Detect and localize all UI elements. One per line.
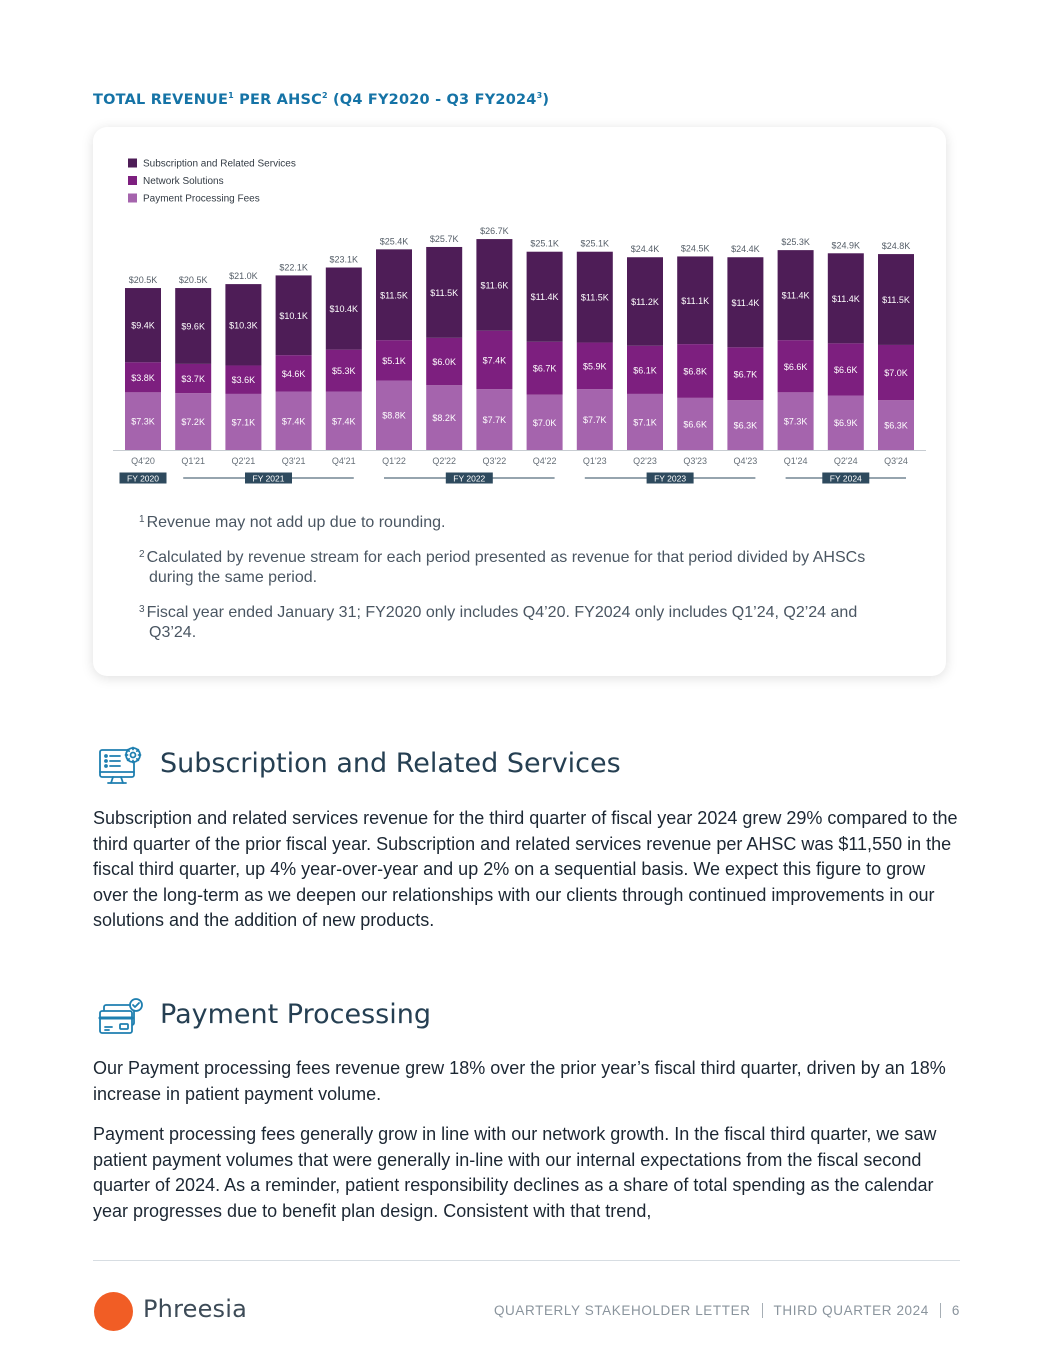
bar-label-payment-processing-fees-q3-21: $7.4K (281, 416, 306, 427)
total-label-q4-20: $20.5K (128, 275, 158, 286)
bar-label-subscription-and-related-services-q3-24: $11.5K (882, 295, 910, 306)
bar-label-payment-processing-fees-q1-21: $7.2K (181, 417, 205, 428)
fy-label-fy-2022: FY 2022 (453, 473, 486, 484)
chart-title: TOTAL REVENUE$^1$ PER AHSC$^2$ (Q4 FY2020 - Q3 FY2024$^3$) (93, 91, 550, 108)
subscription-body (93, 806, 963, 949)
total-label-q1-21: $20.5K (178, 275, 208, 286)
bar-label-network-solutions-q3-22: $7.4K (482, 355, 507, 366)
x-tick-label-q1-22: Q1'22 (382, 456, 406, 466)
x-tick-label-q1-21: Q1'21 (181, 456, 206, 466)
bar-label-payment-processing-fees-q2-21: $7.1K (231, 417, 256, 428)
bar-label-payment-processing-fees-q4-20: $7.3K (131, 416, 155, 427)
document-name: QUARTERLY STAKEHOLDER LETTER (493, 1303, 751, 1318)
x-tick-label-q4-20: Q4'20 (131, 456, 155, 466)
phreesia-logo-icon (94, 1292, 133, 1331)
bar-label-subscription-and-related-services-q4-23: $11.4K (731, 297, 760, 308)
total-label-q4-22: $25.1K (530, 238, 559, 249)
bar-label-payment-processing-fees-q3-22: $7.7K (482, 415, 507, 426)
x-tick-label-q2-22: Q2'22 (432, 456, 457, 466)
monitor-settings-icon (98, 745, 144, 789)
footnotes (139, 513, 899, 658)
bar-label-payment-processing-fees-q2-24: $6.9K (834, 418, 858, 429)
fy-label-fy-2021: FY 2021 (252, 473, 285, 484)
bar-label-network-solutions-q2-22: $6.0K (432, 357, 456, 368)
total-label-q2-21: $21.0K (229, 271, 258, 282)
x-tick-label-q3-23: Q3'23 (683, 456, 708, 466)
x-tick-label-q3-21: Q3'21 (281, 456, 306, 466)
total-label-q3-21: $22.1K (279, 262, 308, 273)
legend-label-payment-processing-fees: Payment Processing Fees (143, 193, 260, 205)
total-label-q3-24: $24.8K (881, 241, 911, 252)
payment-section-title: Payment Processing (160, 999, 431, 1030)
footer-separator (762, 1303, 763, 1318)
chart-card (93, 127, 946, 676)
bar-label-network-solutions-q2-21: $3.6K (231, 375, 256, 386)
total-label-q4-23: $24.4K (731, 244, 760, 255)
bar-label-payment-processing-fees-q3-24: $6.3K (884, 420, 908, 431)
document-period: THIRD QUARTER 2024 (773, 1303, 929, 1318)
bar-label-subscription-and-related-services-q2-22: $11.5K (430, 287, 459, 298)
bar-label-subscription-and-related-services-q2-24: $11.4K (831, 293, 860, 304)
bar-label-payment-processing-fees-q2-22: $8.2K (432, 413, 456, 424)
footnote-2: $^2$ Calculated by revenue stream for each period presented as revenue for that period divided by AHSCs during the same period. (139, 549, 866, 586)
bar-label-subscription-and-related-services-q1-23: $11.5K (580, 292, 609, 303)
bar-label-subscription-and-related-services-q1-24: $11.4K (781, 290, 810, 301)
legend-label-subscription-and-related-services: Subscription and Related Services (143, 158, 296, 170)
logo-text: Phreesia (143, 1295, 248, 1323)
payment-paragraph: Our Payment processing fees revenue grew 18% over the prior year’s fiscal third quarter, driven by an 18% increase in patient payment volume. (93, 1058, 946, 1104)
page-number: 6 (951, 1303, 960, 1318)
x-tick-label-q3-24: Q3'24 (884, 456, 908, 466)
footer-divider (93, 1260, 960, 1261)
x-tick-label-q4-21: Q4'21 (331, 456, 356, 466)
footer-info (494, 1303, 960, 1318)
legend-swatch-payment-processing-fees (128, 194, 137, 203)
bar-label-subscription-and-related-services-q2-23: $11.2K (631, 296, 659, 307)
total-label-q1-22: $25.4K (379, 236, 409, 247)
x-tick-label-q2-21: Q2'21 (231, 456, 256, 466)
bar-label-subscription-and-related-services-q2-21: $10.3K (229, 320, 258, 331)
revenue-chart (93, 127, 946, 507)
fy-label-fy-2024: FY 2024 (829, 473, 862, 484)
bar-label-network-solutions-q1-24: $6.6K (783, 361, 808, 372)
bar-label-network-solutions-q3-21: $4.6K (281, 368, 306, 379)
bar-label-network-solutions-q3-24: $7.0K (884, 368, 908, 379)
legend-swatch-network-solutions (128, 176, 137, 185)
bar-label-payment-processing-fees-q1-22: $8.8K (382, 410, 406, 421)
bar-label-payment-processing-fees-q3-23: $6.6K (683, 419, 707, 430)
bar-label-network-solutions-q2-24: $6.6K (834, 364, 858, 375)
bar-label-subscription-and-related-services-q3-23: $11.1K (681, 295, 710, 306)
x-tick-label-q1-24: Q1'24 (783, 456, 808, 466)
total-label-q2-23: $24.4K (630, 244, 660, 255)
x-tick-label-q4-22: Q4'22 (532, 456, 557, 466)
legend-label-network-solutions: Network Solutions (143, 176, 224, 187)
bar-label-network-solutions-q4-23: $6.7K (733, 369, 758, 380)
bar-label-network-solutions-q1-22: $5.1K (382, 355, 406, 366)
total-label-q1-24: $25.3K (781, 237, 810, 248)
x-tick-label-q1-23: Q1'23 (582, 456, 607, 466)
legend-swatch-subscription-and-related-services (128, 159, 137, 168)
subscription-section-title: Subscription and Related Services (160, 748, 621, 779)
total-label-q2-22: $25.7K (429, 233, 459, 244)
footnote-3: $^3$ Fiscal year ended January 31; FY2020 only includes Q4’20. FY2024 only includes Q1’24, Q2’24 and Q3’24. (139, 604, 858, 641)
bar-label-subscription-and-related-services-q3-22: $11.6K (480, 280, 509, 291)
footnote-1: $^1$ Revenue may not add up due to rounding. (139, 514, 446, 531)
bar-label-network-solutions-q2-23: $6.1K (633, 365, 657, 376)
total-label-q3-23: $24.5K (680, 243, 710, 254)
x-tick-label-q2-24: Q2'24 (833, 456, 858, 466)
x-tick-label-q3-22: Q3'22 (482, 456, 507, 466)
bar-label-subscription-and-related-services-q4-22: $11.4K (530, 292, 559, 303)
bar-label-payment-processing-fees-q1-24: $7.3K (783, 416, 808, 427)
bar-label-payment-processing-fees-q2-23: $7.1K (633, 417, 657, 428)
total-label-q1-23: $25.1K (580, 238, 610, 249)
bar-label-network-solutions-q1-23: $5.9K (583, 361, 607, 372)
total-label-q4-21: $23.1K (329, 254, 359, 265)
total-label-q3-22: $26.7K (480, 226, 509, 237)
bar-label-subscription-and-related-services-q1-22: $11.5K (380, 290, 408, 301)
x-tick-label-q4-23: Q4'23 (733, 456, 758, 466)
x-tick-label-q2-23: Q2'23 (633, 456, 657, 466)
bar-label-payment-processing-fees-q1-23: $7.7K (583, 415, 607, 426)
subscription-paragraph: Subscription and related services revenue for the third quarter of fiscal year 2024 grew 29% compared to the third quarter of the prior fiscal year. Subscription and related services revenue per AHSC was $11,550 in the fiscal third quarter, up 4% year-over-year and up 2% on a sequential basis. We expect this figure to grow over the long-term as we deepen our relationships with our clients through continued improvements in our solutions and the addition of new products. (93, 808, 958, 930)
bar-label-payment-processing-fees-q4-22: $7.0K (532, 417, 557, 428)
footer-separator (940, 1303, 941, 1318)
bar-label-network-solutions-q1-21: $3.7K (181, 374, 205, 385)
bar-label-subscription-and-related-services-q3-21: $10.1K (279, 310, 308, 321)
total-label-q2-24: $24.9K (831, 240, 861, 251)
payment-paragraph: Payment processing fees generally grow in line with our network growth. In the fiscal third quarter, we saw patient payment volumes that were generally in-line with our internal expectations from the fiscal second quarter of 2024. As a reminder, patient responsibility declines as a share of total spending as the calendar year progresses due to benefit plan design. Consistent with that trend, (93, 1124, 937, 1221)
payment-card-icon (98, 997, 144, 1041)
bar-label-network-solutions-q3-23: $6.8K (683, 366, 707, 377)
fy-label-fy-2020: FY 2020 (127, 473, 159, 484)
bar-label-payment-processing-fees-q4-23: $6.3K (733, 420, 758, 431)
bar-label-subscription-and-related-services-q4-21: $10.4K (329, 304, 359, 315)
bar-label-network-solutions-q4-22: $6.7K (532, 363, 557, 374)
bar-label-subscription-and-related-services-q1-21: $9.6K (181, 321, 205, 332)
bar-label-payment-processing-fees-q4-21: $7.4K (332, 416, 356, 427)
fy-label-fy-2023: FY 2023 (654, 473, 687, 484)
bar-label-network-solutions-q4-21: $5.3K (332, 366, 356, 377)
bar-label-subscription-and-related-services-q4-20: $9.4K (131, 320, 155, 331)
payment-body (93, 1056, 963, 1239)
bar-label-network-solutions-q4-20: $3.8K (131, 372, 155, 383)
